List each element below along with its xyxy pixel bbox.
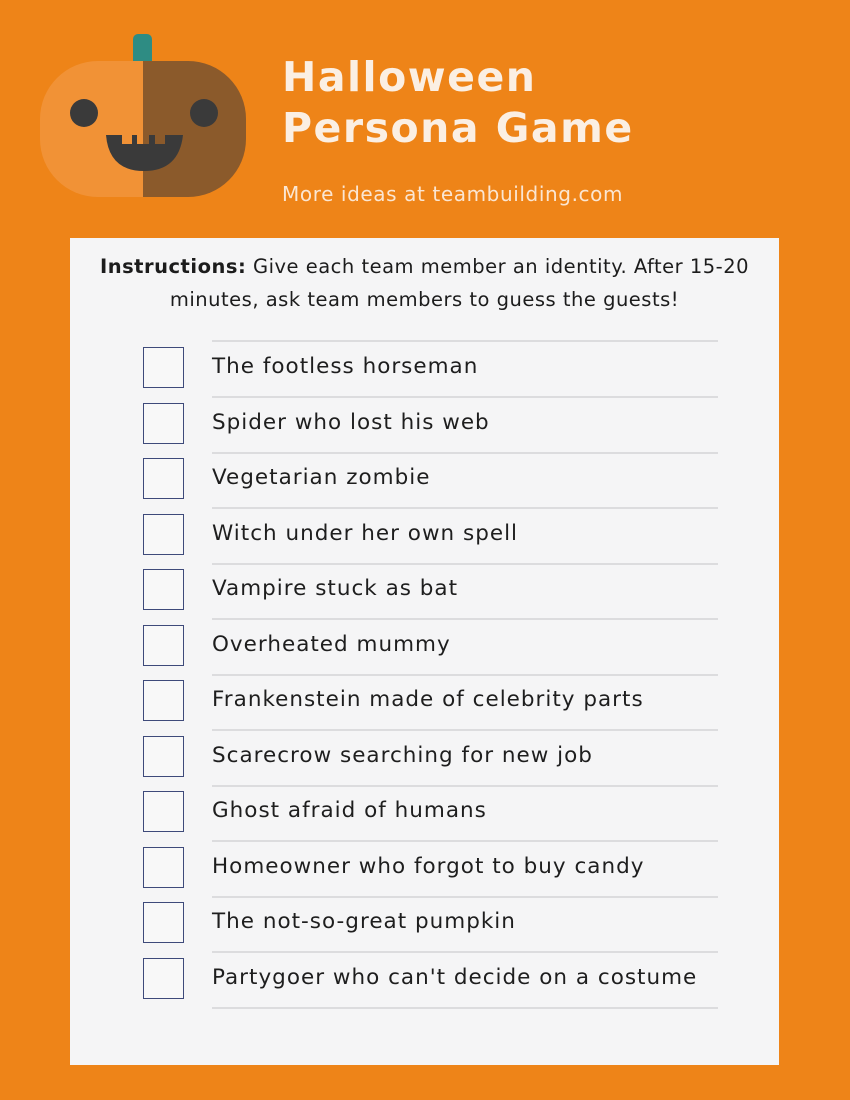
checklist-item-label: Scarecrow searching for new job <box>212 742 593 768</box>
checklist-item <box>70 618 779 674</box>
instructions-text: Give each team member an identity. After 15-20 minutes, ask team members to guess the guests! <box>169 255 750 311</box>
checklist-item-label: The not-so-great pumpkin <box>212 909 516 934</box>
checklist-card <box>70 238 779 1065</box>
checkbox[interactable] <box>143 347 184 388</box>
checkbox[interactable] <box>143 569 184 610</box>
subtitle-link[interactable]: More ideas at teambuilding.com <box>282 182 624 206</box>
checkbox[interactable] <box>143 680 184 721</box>
checklist-item-label: The footless horseman <box>212 354 479 379</box>
title-line-2: Persona Game <box>282 104 634 152</box>
checklist-item <box>70 562 779 618</box>
checklist-item <box>70 673 779 729</box>
checkbox[interactable] <box>143 403 184 444</box>
checkbox[interactable] <box>143 958 184 999</box>
checklist-item-label: Partygoer who can't decide on a costume <box>212 964 698 990</box>
checklist-item <box>70 951 779 1007</box>
checklist-item-label: Ghost afraid of humans <box>212 798 487 823</box>
checklist-item <box>70 340 779 396</box>
checklist-item <box>70 784 779 840</box>
checklist-item-label: Homeowner who forgot to buy candy <box>212 853 645 879</box>
checklist-item-label: Vampire stuck as bat <box>212 576 459 601</box>
checklist-item <box>70 451 779 507</box>
checklist-item <box>70 396 779 452</box>
checklist-item-label: Vegetarian zombie <box>212 465 431 490</box>
checklist-item <box>70 840 779 896</box>
checkbox[interactable] <box>143 847 184 888</box>
checklist-item-label: Spider who lost his web <box>212 409 490 435</box>
checklist-item <box>70 729 779 785</box>
persona-checklist <box>70 238 779 1065</box>
title-line-1: Halloween <box>282 53 537 101</box>
checklist-item-label: Overheated mummy <box>212 631 451 657</box>
checkbox[interactable] <box>143 458 184 499</box>
checklist-item-label: Frankenstein made of celebrity parts <box>212 687 644 712</box>
divider <box>212 1007 718 1009</box>
pumpkin-icon <box>40 33 246 197</box>
checklist-item <box>70 895 779 951</box>
checklist-item <box>70 507 779 563</box>
divider <box>212 340 718 342</box>
checkbox[interactable] <box>143 902 184 943</box>
checkbox[interactable] <box>143 736 184 777</box>
checkbox[interactable] <box>143 791 184 832</box>
checkbox[interactable] <box>143 514 184 555</box>
checkbox[interactable] <box>143 625 184 666</box>
page-title <box>282 52 634 154</box>
instructions-label: Instructions: <box>99 255 247 278</box>
checklist-item-label: Witch under her own spell <box>212 520 519 546</box>
